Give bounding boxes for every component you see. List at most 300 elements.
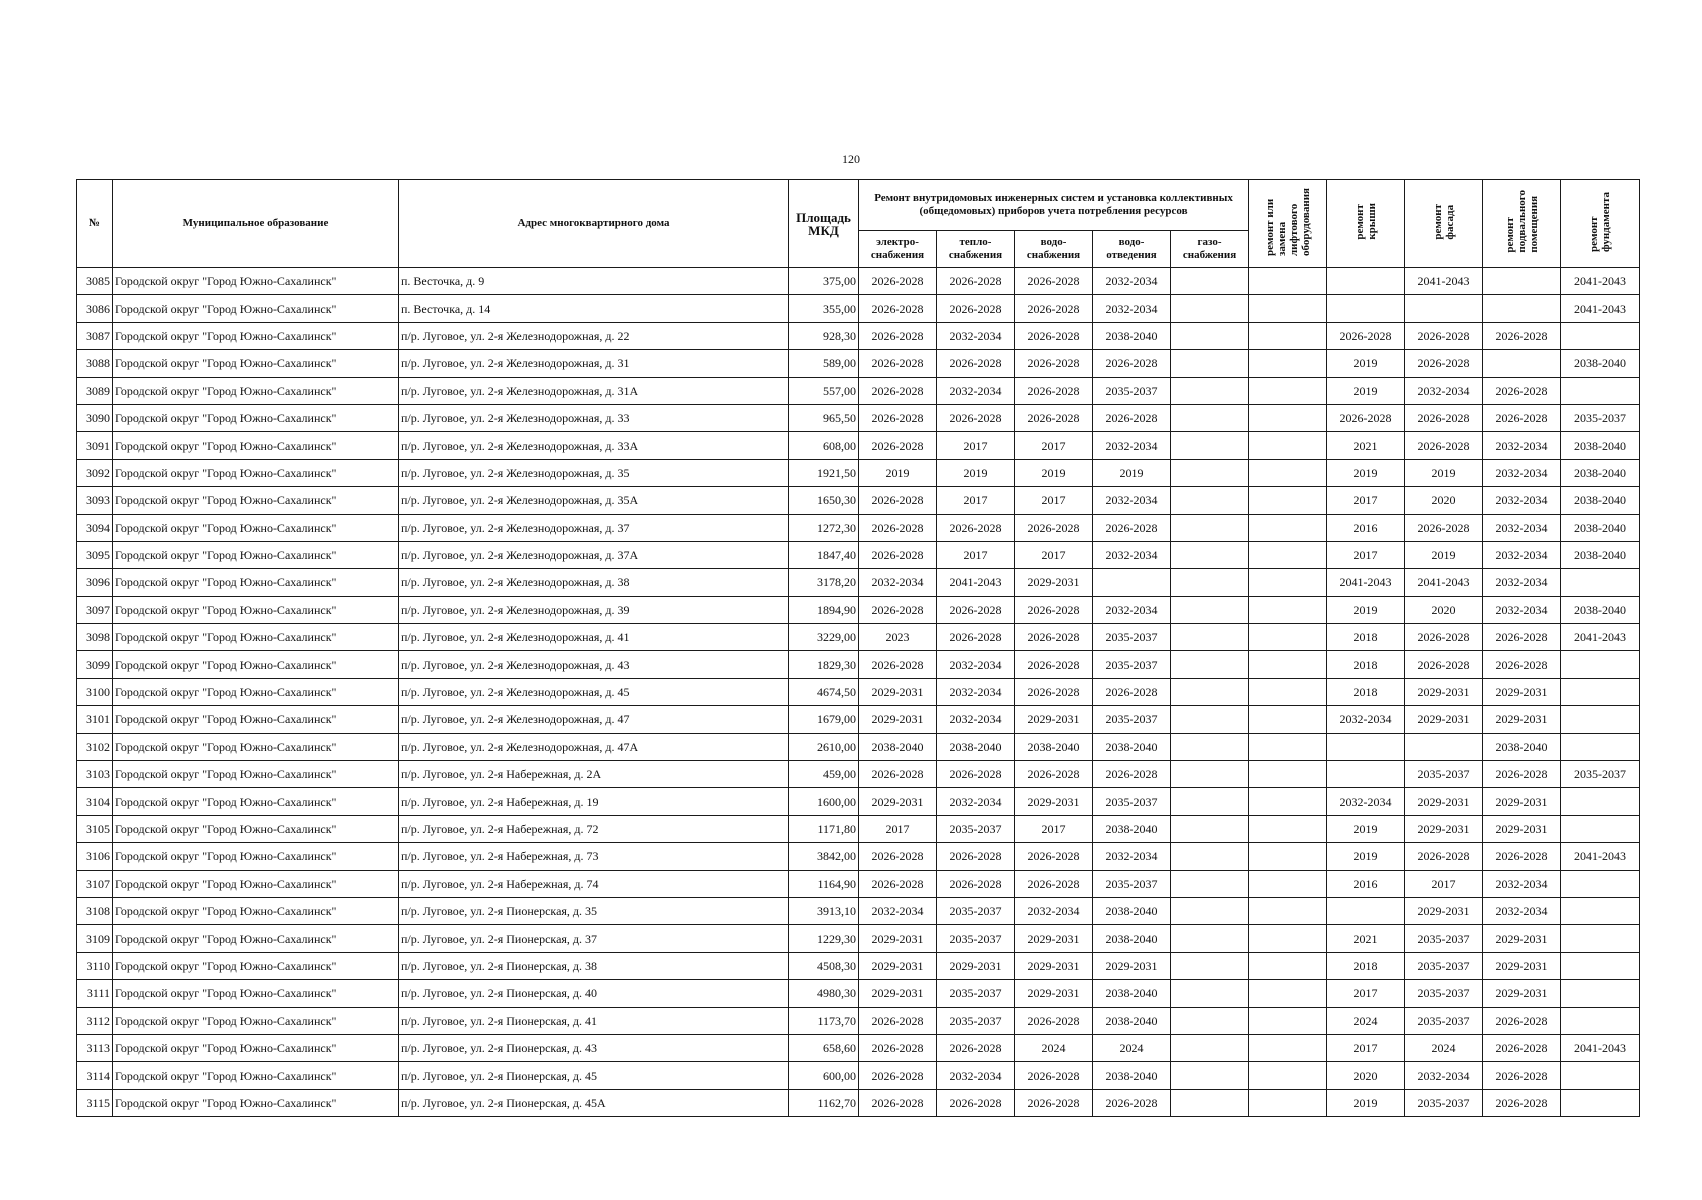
cell-basement: 2029-2031 xyxy=(1483,980,1561,1007)
cell-municipality: Городской округ "Город Южно-Сахалинск" xyxy=(113,432,399,459)
cell-basement xyxy=(1483,295,1561,322)
cell-water-disposal: 2026-2028 xyxy=(1093,404,1171,431)
cell-water-disposal: 2035-2037 xyxy=(1093,624,1171,651)
cell-water-disposal: 2038-2040 xyxy=(1093,925,1171,952)
cell-row-number: 3103 xyxy=(77,761,113,788)
cell-basement: 2026-2028 xyxy=(1483,651,1561,678)
cell-electricity: 2026-2028 xyxy=(859,377,937,404)
table-row xyxy=(77,569,1640,596)
cell-row-number: 3102 xyxy=(77,733,113,760)
cell-municipality: Городской округ "Город Южно-Сахалинск" xyxy=(113,733,399,760)
cell-facade: 2029-2031 xyxy=(1405,788,1483,815)
cell-foundation xyxy=(1561,980,1640,1007)
cell-basement: 2038-2040 xyxy=(1483,733,1561,760)
cell-basement: 2032-2034 xyxy=(1483,569,1561,596)
cell-heat: 2026-2028 xyxy=(937,295,1015,322)
cell-area: 1164,90 xyxy=(789,870,859,897)
cell-row-number: 3099 xyxy=(77,651,113,678)
cell-municipality: Городской округ "Город Южно-Сахалинск" xyxy=(113,624,399,651)
table-row xyxy=(77,815,1640,842)
cell-row-number: 3115 xyxy=(77,1089,113,1116)
cell-electricity: 2026-2028 xyxy=(859,596,937,623)
table-header xyxy=(77,180,1640,268)
cell-basement: 2026-2028 xyxy=(1483,377,1561,404)
cell-area: 459,00 xyxy=(789,761,859,788)
header-foundation xyxy=(1561,180,1640,268)
table-row xyxy=(77,925,1640,952)
cell-address: п/р. Луговое, ул. 2-я Железнодорожная, д. 31А xyxy=(399,377,789,404)
cell-elevator xyxy=(1249,487,1327,514)
cell-water-supply: 2026-2028 xyxy=(1015,350,1093,377)
cell-elevator xyxy=(1249,897,1327,924)
cell-elevator xyxy=(1249,843,1327,870)
table-row xyxy=(77,268,1640,295)
table-row xyxy=(77,843,1640,870)
cell-address: п/р. Луговое, ул. 2-я Железнодорожная, д. 22 xyxy=(399,322,789,349)
cell-row-number: 3105 xyxy=(77,815,113,842)
cell-elevator xyxy=(1249,268,1327,295)
cell-elevator xyxy=(1249,404,1327,431)
header-number: № xyxy=(77,180,113,268)
cell-heat: 2032-2034 xyxy=(937,377,1015,404)
cell-roof: 2041-2043 xyxy=(1327,569,1405,596)
cell-foundation xyxy=(1561,1062,1640,1089)
cell-heat: 2017 xyxy=(937,541,1015,568)
cell-water-supply: 2026-2028 xyxy=(1015,761,1093,788)
table-row xyxy=(77,1062,1640,1089)
header-electricity: электро-снабжения xyxy=(859,231,937,268)
cell-heat: 2032-2034 xyxy=(937,788,1015,815)
cell-heat: 2026-2028 xyxy=(937,404,1015,431)
cell-electricity: 2032-2034 xyxy=(859,897,937,924)
table-row xyxy=(77,870,1640,897)
cell-elevator xyxy=(1249,1089,1327,1116)
cell-electricity: 2026-2028 xyxy=(859,1089,937,1116)
cell-foundation: 2038-2040 xyxy=(1561,514,1640,541)
cell-gas xyxy=(1171,980,1249,1007)
cell-basement: 2029-2031 xyxy=(1483,925,1561,952)
table-row xyxy=(77,487,1640,514)
cell-address: п/р. Луговое, ул. 2-я Пионерская, д. 40 xyxy=(399,980,789,1007)
cell-municipality: Городской округ "Город Южно-Сахалинск" xyxy=(113,761,399,788)
header-water-disposal: водо-отведения xyxy=(1093,231,1171,268)
cell-address: п/р. Луговое, ул. 2-я Железнодорожная, д. 33А xyxy=(399,432,789,459)
cell-water-disposal: 2024 xyxy=(1093,1034,1171,1061)
cell-facade: 2032-2034 xyxy=(1405,377,1483,404)
cell-facade: 2029-2031 xyxy=(1405,897,1483,924)
cell-heat: 2019 xyxy=(937,459,1015,486)
cell-municipality: Городской округ "Город Южно-Сахалинск" xyxy=(113,1007,399,1034)
cell-roof: 2017 xyxy=(1327,1034,1405,1061)
cell-row-number: 3110 xyxy=(77,952,113,979)
cell-elevator xyxy=(1249,815,1327,842)
cell-row-number: 3106 xyxy=(77,843,113,870)
cell-row-number: 3100 xyxy=(77,678,113,705)
cell-water-disposal: 2026-2028 xyxy=(1093,761,1171,788)
cell-address: п/р. Луговое, ул. 2-я Набережная, д. 2А xyxy=(399,761,789,788)
cell-row-number: 3108 xyxy=(77,897,113,924)
cell-water-supply: 2026-2028 xyxy=(1015,624,1093,651)
cell-area: 1894,90 xyxy=(789,596,859,623)
cell-area: 1600,00 xyxy=(789,788,859,815)
cell-municipality: Городской округ "Город Южно-Сахалинск" xyxy=(113,925,399,952)
cell-roof: 2026-2028 xyxy=(1327,322,1405,349)
cell-gas xyxy=(1171,788,1249,815)
table-row xyxy=(77,541,1640,568)
cell-address: п. Весточка, д. 9 xyxy=(399,268,789,295)
cell-municipality: Городской округ "Город Южно-Сахалинск" xyxy=(113,1089,399,1116)
cell-elevator xyxy=(1249,980,1327,1007)
cell-heat: 2032-2034 xyxy=(937,706,1015,733)
cell-gas xyxy=(1171,1089,1249,1116)
cell-row-number: 3097 xyxy=(77,596,113,623)
cell-municipality: Городской округ "Город Южно-Сахалинск" xyxy=(113,350,399,377)
cell-facade: 2035-2037 xyxy=(1405,925,1483,952)
cell-basement: 2032-2034 xyxy=(1483,596,1561,623)
cell-elevator xyxy=(1249,541,1327,568)
cell-heat: 2041-2043 xyxy=(937,569,1015,596)
cell-foundation xyxy=(1561,952,1640,979)
cell-foundation xyxy=(1561,815,1640,842)
cell-gas xyxy=(1171,678,1249,705)
header-roof xyxy=(1327,180,1405,268)
cell-roof: 2017 xyxy=(1327,980,1405,1007)
cell-municipality: Городской округ "Город Южно-Сахалинск" xyxy=(113,514,399,541)
cell-electricity: 2026-2028 xyxy=(859,350,937,377)
cell-elevator xyxy=(1249,1062,1327,1089)
cell-heat: 2026-2028 xyxy=(937,268,1015,295)
cell-gas xyxy=(1171,651,1249,678)
header-basement-label: ремонт подвального помещения xyxy=(1503,190,1540,253)
cell-foundation xyxy=(1561,897,1640,924)
cell-municipality: Городской округ "Город Южно-Сахалинск" xyxy=(113,268,399,295)
cell-foundation: 2035-2037 xyxy=(1561,404,1640,431)
cell-basement: 2032-2034 xyxy=(1483,459,1561,486)
cell-facade: 2026-2028 xyxy=(1405,350,1483,377)
cell-electricity: 2026-2028 xyxy=(859,541,937,568)
cell-facade: 2019 xyxy=(1405,541,1483,568)
cell-gas xyxy=(1171,268,1249,295)
cell-foundation: 2041-2043 xyxy=(1561,624,1640,651)
cell-water-supply: 2038-2040 xyxy=(1015,733,1093,760)
cell-facade: 2035-2037 xyxy=(1405,1007,1483,1034)
cell-area: 3842,00 xyxy=(789,843,859,870)
cell-water-disposal: 2029-2031 xyxy=(1093,952,1171,979)
cell-elevator xyxy=(1249,733,1327,760)
cell-elevator xyxy=(1249,569,1327,596)
cell-heat: 2026-2028 xyxy=(937,350,1015,377)
header-gas: газо-снабжения xyxy=(1171,231,1249,268)
cell-heat: 2032-2034 xyxy=(937,322,1015,349)
cell-electricity: 2023 xyxy=(859,624,937,651)
cell-basement: 2032-2034 xyxy=(1483,514,1561,541)
cell-basement: 2026-2028 xyxy=(1483,1034,1561,1061)
cell-elevator xyxy=(1249,925,1327,952)
cell-address: п/р. Луговое, ул. 2-я Пионерская, д. 45 xyxy=(399,1062,789,1089)
header-roof-label: ремонт крыши xyxy=(1353,203,1378,240)
cell-heat: 2035-2037 xyxy=(937,1007,1015,1034)
table-row xyxy=(77,624,1640,651)
cell-gas xyxy=(1171,514,1249,541)
cell-address: п/р. Луговое, ул. 2-я Пионерская, д. 45А xyxy=(399,1089,789,1116)
cell-area: 928,30 xyxy=(789,322,859,349)
cell-water-disposal: 2035-2037 xyxy=(1093,377,1171,404)
cell-municipality: Городской округ "Город Южно-Сахалинск" xyxy=(113,377,399,404)
table-row xyxy=(77,897,1640,924)
cell-basement: 2029-2031 xyxy=(1483,815,1561,842)
cell-municipality: Городской округ "Город Южно-Сахалинск" xyxy=(113,596,399,623)
cell-roof xyxy=(1327,268,1405,295)
header-water-supply: водо-снабжения xyxy=(1015,231,1093,268)
cell-municipality: Городской округ "Город Южно-Сахалинск" xyxy=(113,295,399,322)
cell-address: п/р. Луговое, ул. 2-я Железнодорожная, д. 39 xyxy=(399,596,789,623)
cell-facade: 2026-2028 xyxy=(1405,651,1483,678)
cell-basement: 2032-2034 xyxy=(1483,897,1561,924)
cell-address: п/р. Луговое, ул. 2-я Железнодорожная, д. 45 xyxy=(399,678,789,705)
cell-heat: 2032-2034 xyxy=(937,1062,1015,1089)
cell-gas xyxy=(1171,706,1249,733)
cell-facade: 2035-2037 xyxy=(1405,952,1483,979)
cell-foundation: 2041-2043 xyxy=(1561,268,1640,295)
cell-water-supply: 2019 xyxy=(1015,459,1093,486)
cell-electricity: 2029-2031 xyxy=(859,952,937,979)
cell-water-disposal xyxy=(1093,569,1171,596)
cell-heat: 2029-2031 xyxy=(937,952,1015,979)
cell-basement: 2026-2028 xyxy=(1483,322,1561,349)
table-row xyxy=(77,1034,1640,1061)
cell-gas xyxy=(1171,569,1249,596)
cell-roof: 2019 xyxy=(1327,1089,1405,1116)
header-basement xyxy=(1483,180,1561,268)
cell-roof xyxy=(1327,897,1405,924)
cell-gas xyxy=(1171,596,1249,623)
cell-water-supply: 2029-2031 xyxy=(1015,925,1093,952)
table-row xyxy=(77,1007,1640,1034)
cell-gas xyxy=(1171,322,1249,349)
cell-basement: 2029-2031 xyxy=(1483,952,1561,979)
cell-basement: 2026-2028 xyxy=(1483,1007,1561,1034)
cell-water-disposal: 2035-2037 xyxy=(1093,870,1171,897)
cell-basement: 2029-2031 xyxy=(1483,678,1561,705)
cell-address: п/р. Луговое, ул. 2-я Железнодорожная, д. 37А xyxy=(399,541,789,568)
cell-facade: 2026-2028 xyxy=(1405,624,1483,651)
cell-row-number: 3109 xyxy=(77,925,113,952)
cell-gas xyxy=(1171,295,1249,322)
cell-address: п/р. Луговое, ул. 2-я Железнодорожная, д. 43 xyxy=(399,651,789,678)
cell-electricity: 2026-2028 xyxy=(859,295,937,322)
cell-electricity: 2026-2028 xyxy=(859,761,937,788)
cell-heat: 2026-2028 xyxy=(937,514,1015,541)
cell-basement xyxy=(1483,350,1561,377)
cell-municipality: Городской округ "Город Южно-Сахалинск" xyxy=(113,870,399,897)
cell-municipality: Городской округ "Город Южно-Сахалинск" xyxy=(113,788,399,815)
cell-area: 1272,30 xyxy=(789,514,859,541)
cell-address: п. Весточка, д. 14 xyxy=(399,295,789,322)
cell-address: п/р. Луговое, ул. 2-я Пионерская, д. 41 xyxy=(399,1007,789,1034)
cell-gas xyxy=(1171,815,1249,842)
cell-facade: 2020 xyxy=(1405,487,1483,514)
header-heat: тепло-снабжения xyxy=(937,231,1015,268)
cell-area: 4980,30 xyxy=(789,980,859,1007)
cell-water-disposal: 2032-2034 xyxy=(1093,541,1171,568)
cell-roof: 2032-2034 xyxy=(1327,706,1405,733)
cell-roof: 2020 xyxy=(1327,1062,1405,1089)
cell-facade: 2041-2043 xyxy=(1405,268,1483,295)
cell-heat: 2026-2028 xyxy=(937,1089,1015,1116)
cell-foundation xyxy=(1561,322,1640,349)
cell-elevator xyxy=(1249,295,1327,322)
table-row xyxy=(77,459,1640,486)
cell-area: 375,00 xyxy=(789,268,859,295)
cell-basement: 2032-2034 xyxy=(1483,870,1561,897)
cell-municipality: Городской округ "Город Южно-Сахалинск" xyxy=(113,459,399,486)
cell-address: п/р. Луговое, ул. 2-я Набережная, д. 74 xyxy=(399,870,789,897)
cell-address: п/р. Луговое, ул. 2-я Железнодорожная, д. 33 xyxy=(399,404,789,431)
cell-gas xyxy=(1171,624,1249,651)
cell-water-supply: 2026-2028 xyxy=(1015,322,1093,349)
cell-roof: 2016 xyxy=(1327,514,1405,541)
cell-water-supply: 2026-2028 xyxy=(1015,870,1093,897)
cell-water-disposal: 2038-2040 xyxy=(1093,980,1171,1007)
cell-row-number: 3086 xyxy=(77,295,113,322)
cell-water-supply: 2026-2028 xyxy=(1015,596,1093,623)
cell-row-number: 3104 xyxy=(77,788,113,815)
cell-water-supply: 2026-2028 xyxy=(1015,651,1093,678)
cell-municipality: Городской округ "Город Южно-Сахалинск" xyxy=(113,322,399,349)
cell-roof: 2018 xyxy=(1327,952,1405,979)
cell-gas xyxy=(1171,404,1249,431)
table-row xyxy=(77,952,1640,979)
cell-foundation: 2038-2040 xyxy=(1561,459,1640,486)
cell-electricity: 2029-2031 xyxy=(859,678,937,705)
header-elevator xyxy=(1249,180,1327,268)
cell-heat: 2026-2028 xyxy=(937,1034,1015,1061)
cell-electricity: 2026-2028 xyxy=(859,404,937,431)
cell-water-supply: 2032-2034 xyxy=(1015,897,1093,924)
cell-basement: 2032-2034 xyxy=(1483,487,1561,514)
table-row xyxy=(77,678,1640,705)
cell-area: 658,60 xyxy=(789,1034,859,1061)
header-municipality: Муниципальное образование xyxy=(113,180,399,268)
cell-municipality: Городской округ "Город Южно-Сахалинск" xyxy=(113,1034,399,1061)
cell-elevator xyxy=(1249,952,1327,979)
cell-electricity: 2029-2031 xyxy=(859,706,937,733)
cell-heat: 2035-2037 xyxy=(937,980,1015,1007)
cell-electricity: 2026-2028 xyxy=(859,1062,937,1089)
cell-area: 1229,30 xyxy=(789,925,859,952)
cell-water-supply: 2017 xyxy=(1015,541,1093,568)
cell-water-disposal: 2038-2040 xyxy=(1093,1062,1171,1089)
cell-roof: 2017 xyxy=(1327,541,1405,568)
cell-elevator xyxy=(1249,1034,1327,1061)
table-row xyxy=(77,788,1640,815)
cell-gas xyxy=(1171,487,1249,514)
cell-foundation xyxy=(1561,925,1640,952)
cell-facade: 2026-2028 xyxy=(1405,514,1483,541)
cell-roof: 2019 xyxy=(1327,596,1405,623)
table-row xyxy=(77,322,1640,349)
cell-foundation: 2038-2040 xyxy=(1561,432,1640,459)
cell-facade: 2029-2031 xyxy=(1405,815,1483,842)
cell-heat: 2026-2028 xyxy=(937,843,1015,870)
cell-water-disposal: 2026-2028 xyxy=(1093,350,1171,377)
cell-electricity: 2026-2028 xyxy=(859,487,937,514)
cell-roof: 2018 xyxy=(1327,678,1405,705)
cell-electricity: 2026-2028 xyxy=(859,843,937,870)
cell-area: 1162,70 xyxy=(789,1089,859,1116)
cell-facade: 2017 xyxy=(1405,870,1483,897)
cell-row-number: 3112 xyxy=(77,1007,113,1034)
cell-foundation: 2038-2040 xyxy=(1561,350,1640,377)
cell-water-supply: 2026-2028 xyxy=(1015,843,1093,870)
repair-schedule-table xyxy=(76,179,1640,1117)
cell-elevator xyxy=(1249,432,1327,459)
cell-facade xyxy=(1405,733,1483,760)
cell-elevator xyxy=(1249,761,1327,788)
cell-water-disposal: 2032-2034 xyxy=(1093,268,1171,295)
cell-gas xyxy=(1171,1062,1249,1089)
cell-elevator xyxy=(1249,459,1327,486)
cell-heat: 2032-2034 xyxy=(937,678,1015,705)
cell-foundation xyxy=(1561,1089,1640,1116)
cell-water-supply: 2026-2028 xyxy=(1015,1062,1093,1089)
cell-roof: 2016 xyxy=(1327,870,1405,897)
cell-area: 557,00 xyxy=(789,377,859,404)
cell-facade: 2020 xyxy=(1405,596,1483,623)
cell-address: п/р. Луговое, ул. 2-я Железнодорожная, д. 41 xyxy=(399,624,789,651)
cell-basement: 2032-2034 xyxy=(1483,541,1561,568)
cell-elevator xyxy=(1249,624,1327,651)
cell-gas xyxy=(1171,952,1249,979)
cell-facade: 2026-2028 xyxy=(1405,432,1483,459)
cell-area: 3178,20 xyxy=(789,569,859,596)
cell-heat: 2026-2028 xyxy=(937,761,1015,788)
cell-facade: 2029-2031 xyxy=(1405,678,1483,705)
cell-water-disposal: 2038-2040 xyxy=(1093,897,1171,924)
cell-water-supply: 2017 xyxy=(1015,815,1093,842)
cell-water-disposal: 2026-2028 xyxy=(1093,1089,1171,1116)
cell-heat: 2017 xyxy=(937,487,1015,514)
cell-area: 1171,80 xyxy=(789,815,859,842)
cell-address: п/р. Луговое, ул. 2-я Железнодорожная, д. 47 xyxy=(399,706,789,733)
cell-address: п/р. Луговое, ул. 2-я Набережная, д. 73 xyxy=(399,843,789,870)
cell-water-supply: 2026-2028 xyxy=(1015,514,1093,541)
cell-heat: 2026-2028 xyxy=(937,596,1015,623)
cell-elevator xyxy=(1249,514,1327,541)
cell-gas xyxy=(1171,377,1249,404)
table-row xyxy=(77,432,1640,459)
cell-basement: 2026-2028 xyxy=(1483,404,1561,431)
cell-heat: 2026-2028 xyxy=(937,624,1015,651)
cell-facade xyxy=(1405,295,1483,322)
table-row xyxy=(77,350,1640,377)
cell-roof: 2018 xyxy=(1327,624,1405,651)
cell-roof: 2019 xyxy=(1327,815,1405,842)
cell-elevator xyxy=(1249,678,1327,705)
cell-facade: 2026-2028 xyxy=(1405,843,1483,870)
table-row xyxy=(77,706,1640,733)
cell-water-supply: 2026-2028 xyxy=(1015,1007,1093,1034)
cell-facade: 2024 xyxy=(1405,1034,1483,1061)
cell-basement: 2026-2028 xyxy=(1483,624,1561,651)
cell-gas xyxy=(1171,432,1249,459)
cell-water-disposal: 2035-2037 xyxy=(1093,788,1171,815)
cell-gas xyxy=(1171,459,1249,486)
cell-foundation xyxy=(1561,377,1640,404)
cell-foundation xyxy=(1561,733,1640,760)
cell-heat: 2032-2034 xyxy=(937,651,1015,678)
cell-foundation xyxy=(1561,678,1640,705)
